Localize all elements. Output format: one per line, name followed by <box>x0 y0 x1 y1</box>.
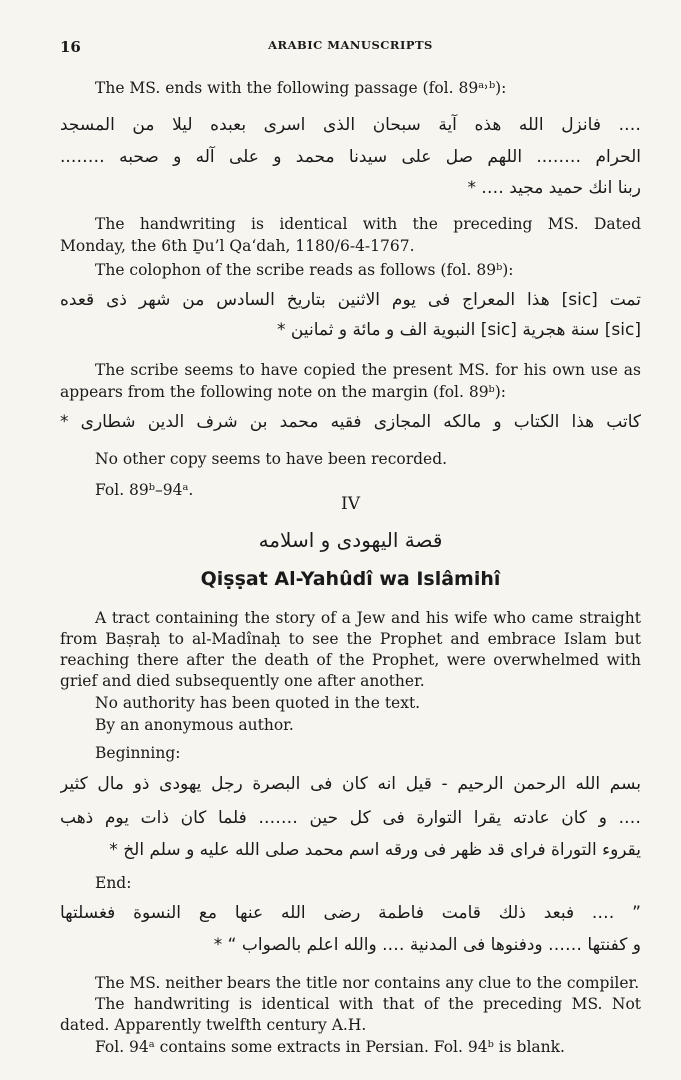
description-line-1: A tract containing the story of a Jew and his wife who came straight <box>95 609 641 627</box>
closing-line-1: The MS. neither bears the title nor contains any clue to the compiler. <box>95 974 640 992</box>
end-arabic-line-1: ” …. فبعد ذلك قامت فاطمة رضى الله عنها مع النسوة فغسلتها <box>60 903 641 923</box>
ending-arabic-line-1: …. فانزل الله هذه آية سبحان الذى اسرى بعبده ليلا من المسجد <box>60 115 641 135</box>
scribe-line-2: appears from the following note on the margin (fol. 89ᵇ): <box>60 383 507 401</box>
section-number: IV <box>341 494 360 514</box>
scribe-line-1: The scribe seems to have copied the present MS. for his own use as <box>95 361 641 379</box>
closing-line-4: Fol. 94ᵃ contains some extracts in Persian. Fol. 94ᵇ is blank. <box>95 1038 565 1056</box>
colophon-intro: The colophon of the scribe reads as follows (fol. 89ᵇ): <box>95 261 514 279</box>
beginning-arabic-line-2: …. و كان عادته يقرا التوارة فى كل حين ……. فلما كان ذات يوم ذهب <box>60 808 641 828</box>
description-line-2: from Baṣraḥ to al-Madînaḥ to see the Prophet and embrace Islam but <box>60 630 641 648</box>
end-label: End: <box>95 874 132 892</box>
beginning-label: Beginning: <box>95 744 181 762</box>
colophon-arabic-line-2: [sic] سنة هجرية [sic] النبوية الف و مائة و ثمانين * <box>277 320 641 340</box>
beginning-arabic-line-3: يقروء التوراة فراى قد ظهر فى ورقه اسم محمد صلى الله عليه و سلم الخ * <box>109 840 641 860</box>
margin-note-arabic: كاتب هذا الكتاب و مالكه المجازى فقيه محمد بن شرف الدين شطارى * <box>60 412 641 432</box>
running-head: ARABIC MANUSCRIPTS <box>268 38 433 52</box>
no-other-copy: No other copy seems to have been recorded. <box>95 450 448 468</box>
handwriting-line-2: Monday, the 6th Ḏu’l Qa‘dah, 1180/6-4-1767. <box>60 237 415 255</box>
closing-line-2: The handwriting is identical with that of the preceding MS. Not <box>95 995 641 1013</box>
handwriting-line-1: The handwriting is identical with the preceding MS. Dated <box>95 215 641 233</box>
section-arabic-title: قصة اليهودى و اسلامه <box>258 528 443 552</box>
author-line: By an anonymous author. <box>95 716 294 734</box>
closing-line-3: dated. Apparently twelfth century A.H. <box>60 1016 367 1034</box>
description-line-3: reaching there after the death of the Prophet, were overwhelmed with <box>60 651 641 669</box>
authority-line: No authority has been quoted in the text. <box>95 694 421 712</box>
page-number: 16 <box>60 38 81 56</box>
page-header <box>60 38 641 60</box>
ends-intro-line: The MS. ends with the following passage (fol. 89ᵃ˒ᵇ): <box>95 79 507 97</box>
colophon-arabic-line-1: تمت [sic] هذا المعراج فى يوم الاثنين بتاريخ السادس من شهر ذى قعده <box>60 290 641 310</box>
description-line-4: grief and died subsequently one after another. <box>60 672 425 690</box>
section-title: Qiṣṣat Al-Yahûdî wa Islâmihî <box>200 568 501 590</box>
end-arabic-line-2: و كفنتها …… ودفنوها فى المدنية …. والله اعلم بالصواب “ * <box>213 935 641 955</box>
ending-arabic-line-3: ربنا انك حميد مجيد …. * <box>467 178 641 198</box>
folio-range: Fol. 89ᵇ–94ᵃ. <box>95 481 194 499</box>
ending-arabic-line-2: الحرام …….. اللهم صل على سيدنا محمد و على آله و صحبه …….. <box>60 147 641 167</box>
beginning-arabic-line-1: بسم الله الرحمن الرحيم - قيل انه كان فى البصرة رجل يهودى ذو مال كثير <box>60 774 641 794</box>
